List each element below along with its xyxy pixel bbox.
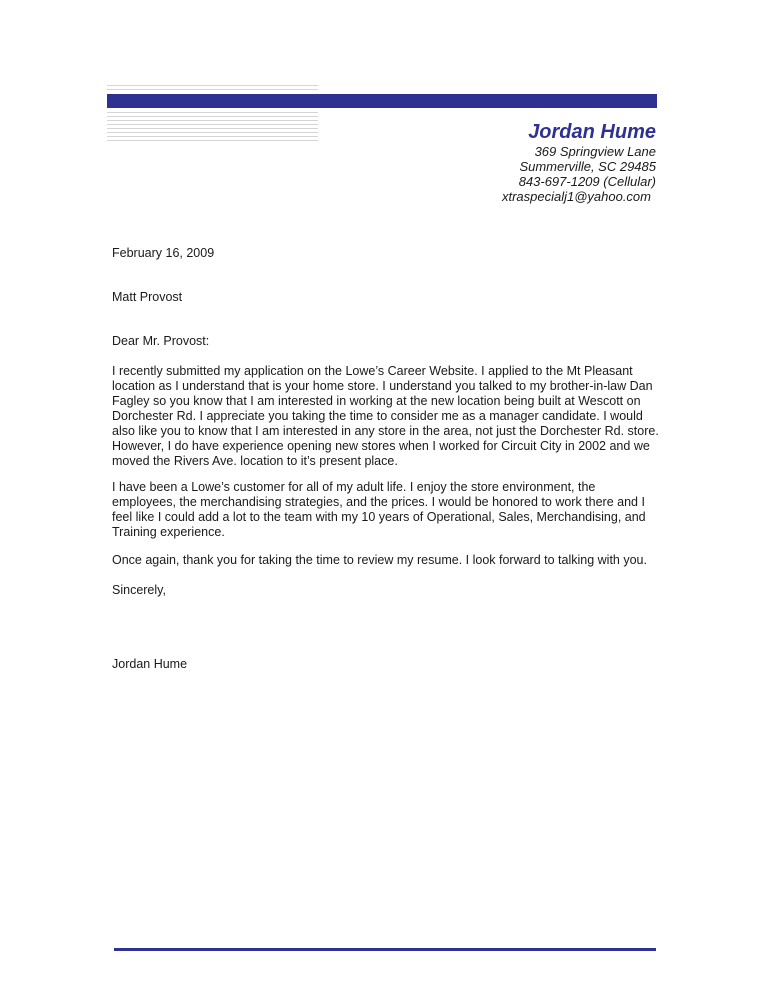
letterhead [502, 120, 656, 204]
letter-date: February 16, 2009 [112, 246, 215, 260]
sender-email: xtraspecialj1@yahoo.com [501, 189, 651, 204]
salutation: Dear Mr. Provost: [112, 334, 210, 348]
body-paragraph-2: I have been a Lowe’s customer for all of my adult life. I enjoy the store environment, the employees, the merchandising strategies, and the prices. I would be honored to work there and I feel like I could add a lot to the team with my 10 years of Operational, Sales, Merchandising, and Training experience. [112, 480, 646, 539]
body-paragraph-1: I recently submitted my application on the Lowe’s Career Website. I applied to the Mt Pleasant location as I understand that is your home store. I understand you talked to my brother-in-law Dan Fagley so you know that I am interested in working at the new location being built at Wescott on Dorchester Rd. I appreciate you taking the time to consider me as a manager candidate. I would also like you to know that I am interested in any store in the area, not just the Dorchester Rd. store. However, I do have experience opening new stores when I worked for Circuit City in 2002 and we moved the Rivers Ave. location to it’s present place. [112, 364, 659, 468]
sender-address-line1: 369 Springview Lane [534, 144, 656, 159]
body-paragraph-3: Once again, thank you for taking the time to review my resume. I look forward to talking with you. [112, 553, 647, 567]
closing: Sincerely, [112, 583, 166, 597]
sender-phone: 843-697-1209 (Cellular) [518, 174, 656, 189]
footer-rule [114, 948, 656, 951]
header-accent-band [107, 94, 657, 108]
recipient-name: Matt Provost [112, 290, 183, 304]
sender-name: Jordan Hume [528, 121, 656, 143]
sender-address-line2: Summerville, SC 29485 [519, 159, 656, 174]
signature-name: Jordan Hume [112, 657, 188, 671]
